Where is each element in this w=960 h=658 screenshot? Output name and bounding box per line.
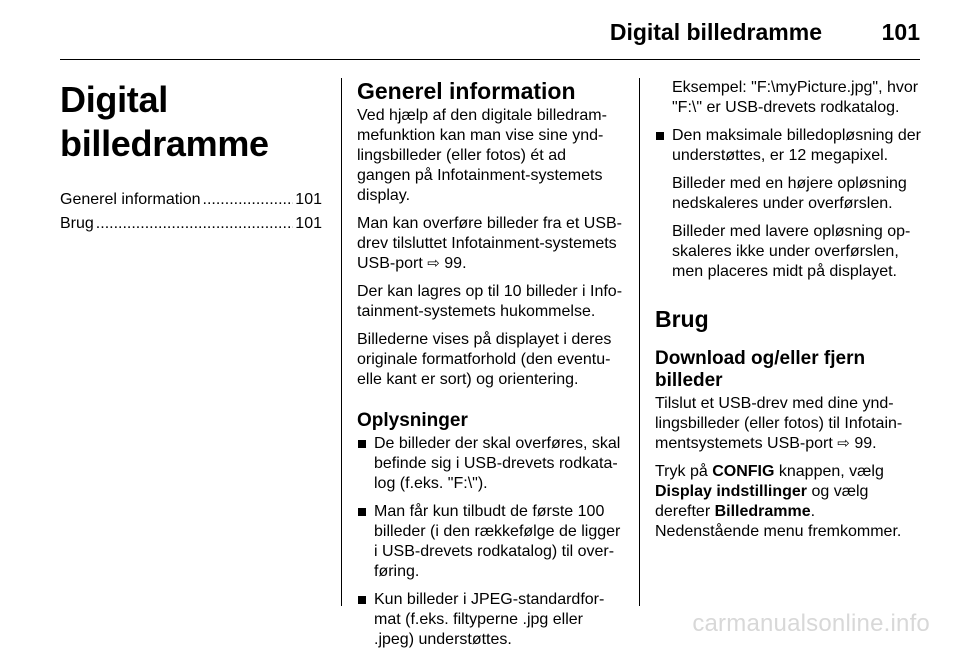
column-divider-2 xyxy=(639,78,640,606)
menu-item-picture-frame: Billedramme xyxy=(714,503,811,520)
bullet-list xyxy=(655,126,921,166)
bullet-list xyxy=(357,434,623,650)
subheading-download: Download og/eller fjern billeder xyxy=(655,348,866,391)
paragraph: Tryk på CONFIG knappen, vælg Display indstillinger og vælg derefter Billedramme. Nedenstående menu fremkommer. xyxy=(655,463,902,540)
toc-label: Brug xyxy=(60,215,94,232)
toc-entry-general[interactable] xyxy=(60,190,322,214)
subheading-info: Oplysninger xyxy=(357,410,468,431)
running-header-title: Digital billedramme xyxy=(609,19,822,45)
config-key-label: CONFIG xyxy=(712,463,775,480)
xref-arrow-icon[interactable]: ⇨ xyxy=(427,255,440,272)
header-rule xyxy=(60,59,920,60)
xref-page[interactable]: 99. xyxy=(854,435,877,452)
column-divider-1 xyxy=(341,78,342,606)
paragraph: Man kan overføre billeder fra et USB-drev tilsluttet Infotainment-systemets USB-port ⇨ 99. xyxy=(357,215,622,272)
list-item: De billeder der skal overføres, skal befinde sig i USB-drevets rodkatalog (f.eks. "F:\"). xyxy=(357,434,623,494)
paragraph: Der kan lagres op til 10 billeder i Infotainment-systemets hukommelse. xyxy=(357,283,623,320)
page-number: 101 xyxy=(881,19,920,45)
paragraph: Billederne vises på displayet i deres originale formatforhold (den eventuelle kant er sort) og orientering. xyxy=(357,331,612,388)
list-item: Den maksimale billedopløsning der understøttes, er 12 megapixel. xyxy=(655,126,921,166)
toc-leader xyxy=(203,190,294,210)
toc-entry-usage[interactable] xyxy=(60,214,322,238)
toc-page: 101 xyxy=(295,215,322,232)
menu-item-display-settings: Display indstillinger xyxy=(655,483,808,500)
bullet-continuation: Billeder med en højere opløsning nedskaleres under overførslen. xyxy=(672,175,907,212)
list-item: Man får kun tilbudt de første 100 billeder (i den rækkefølge de ligger i USB-drevets rodkatalog) til overføring. xyxy=(357,502,623,582)
list-item: Kun billeder i JPEG-standardformat (f.eks. filtyperne .jpg eller .jpeg) understøttes. xyxy=(357,590,623,650)
toc-page: 101 xyxy=(295,191,322,208)
watermark: carmanualsonline.info xyxy=(692,610,930,637)
toc-label: Generel information xyxy=(60,191,201,208)
column-usage xyxy=(655,78,921,550)
paragraph: Tilslut et USB-drev med dine yndlingsbilleder (eller fotos) til Infotainmentsystemets USB-port ⇨ 99. xyxy=(655,395,903,452)
xref-arrow-icon[interactable]: ⇨ xyxy=(837,435,850,452)
toc-leader xyxy=(96,214,294,234)
chapter-title: Digital billedramme xyxy=(60,79,269,164)
bullet-continuation: Billeder med lavere opløsning opskaleres ikke under overførslen, men placeres midt på displayet. xyxy=(672,223,911,280)
xref-page[interactable]: 99. xyxy=(444,255,467,272)
section-heading-usage: Brug xyxy=(655,306,709,332)
section-heading-general: Generel information xyxy=(357,78,576,104)
bullet-continuation: Eksempel: "F:\myPicture.jpg", hvor "F:\" er USB-drevets rodkatalog. xyxy=(672,79,919,116)
column-general xyxy=(357,78,623,658)
paragraph: Ved hjælp af den digitale billedrammefunktion kan man vise sine yndlingsbilleder (eller fotos) ét ad gangen på Infotainment-systemets display. xyxy=(357,107,607,204)
column-toc xyxy=(60,78,322,238)
